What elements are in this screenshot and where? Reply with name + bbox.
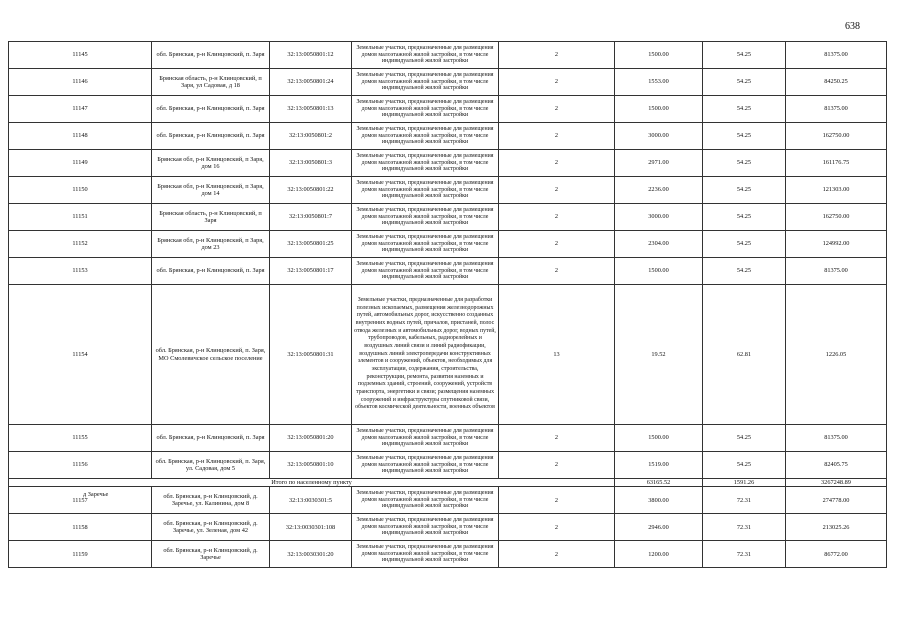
land-use-purpose: Земельные участки, предназначенные для размещения домов малоэтажной жилой застройки, в том числе индивидуальной жилой застройки — [352, 514, 499, 541]
cadastral-number: 32:13:0050801:25 — [270, 231, 352, 258]
table-row — [9, 69, 887, 96]
cadastral-number: 32:13:0050801:2 — [270, 123, 352, 150]
parcel-area: 2946.00 — [615, 514, 703, 541]
land-use-purpose: Земельные участки, предназначенные для разработки полезных ископаемых, размещения железнодорожных путей, автомобильных дорог, искусственно созданных внутренних водных путей, причалов, пристаней, полос отвода железных и автомобильных дорог, водных путей, трубопроводов, кабельных, радиорелейных и воздушных линий связи и линий радиофикации, воздушных линий электропередачи конструктивных элементов и сооружений, объектов, необходимых для эксплуатации, содержания, строительства, реконструкции, ремонта, развития наземных и подземных зданий, строений, сооружений, устройств транспорта, энергетики и связи; размещения наземных сооружений и инфраструктуры спутниковой связи, объектов космической деятельности, военных объектов — [352, 285, 499, 425]
cadastral-value: 213025.26 — [786, 514, 887, 541]
parcel-id: 11154 — [9, 285, 152, 425]
land-use-purpose: Земельные участки, предназначенные для размещения домов малоэтажной жилой застройки, в том числе индивидуальной жилой застройки — [352, 69, 499, 96]
cadastral-number: 32:13:0050801:24 — [270, 69, 352, 96]
cadastral-value: 274778.00 — [786, 487, 887, 514]
parcel-id: 11153 — [9, 258, 152, 285]
land-use-purpose: Земельные участки, предназначенные для размещения домов малоэтажной жилой застройки, в том числе индивидуальной жилой застройки — [352, 96, 499, 123]
group-number: 2 — [499, 452, 615, 479]
specific-value: 54.25 — [703, 231, 786, 258]
cadastral-number: 32:13:0050801:13 — [270, 96, 352, 123]
table-row — [9, 204, 887, 231]
parcel-area: 1200.00 — [615, 541, 703, 568]
land-use-purpose: Земельные участки, предназначенные для размещения домов малоэтажной жилой застройки, в том числе индивидуальной жилой застройки — [352, 452, 499, 479]
cadastral-number: 32:13:0050801:3 — [270, 150, 352, 177]
parcel-address: обл. Брянская, р-н Клинцовский, п. Заря, ул. Садовая, дом 5 — [152, 452, 270, 479]
cadastral-value: 86772.00 — [786, 541, 887, 568]
cadastral-value: 1226.05 — [786, 285, 887, 425]
specific-value: 54.25 — [703, 204, 786, 231]
table-body — [9, 42, 887, 568]
cadastral-value: 81375.00 — [786, 96, 887, 123]
cadastral-value: 124992.00 — [786, 231, 887, 258]
cadastral-number: 32:13:0050801:17 — [270, 258, 352, 285]
table-row — [9, 96, 887, 123]
group-number: 2 — [499, 541, 615, 568]
locality-label: д Заречье — [83, 491, 109, 498]
table-row — [9, 150, 887, 177]
group-number: 2 — [499, 204, 615, 231]
cadastral-number: 32:13:0050801:7 — [270, 204, 352, 231]
parcel-area: 2304.00 — [615, 231, 703, 258]
parcel-area: 1500.00 — [615, 425, 703, 452]
parcel-address: Брянская обл, р-н Клинцовский, п Заря, дом 16 — [152, 150, 270, 177]
group-number: 2 — [499, 514, 615, 541]
group-number: 2 — [499, 258, 615, 285]
group-number: 2 — [499, 231, 615, 258]
specific-value: 54.25 — [703, 69, 786, 96]
table-row — [9, 123, 887, 150]
parcel-id: 11155 — [9, 425, 152, 452]
land-registry-table — [8, 41, 887, 568]
parcel-id: 11145 — [9, 42, 152, 69]
parcel-address: Брянская область, р-н Клинцовский, п Заря, ул Садовая, д 18 — [152, 69, 270, 96]
parcel-area: 1553.00 — [615, 69, 703, 96]
cadastral-number: 32:13:0050801:31 — [270, 285, 352, 425]
land-use-purpose: Земельные участки, предназначенные для размещения домов малоэтажной жилой застройки, в том числе индивидуальной жилой застройки — [352, 177, 499, 204]
group-number: 13 — [499, 285, 615, 425]
cadastral-value: 161176.75 — [786, 150, 887, 177]
cadastral-value: 82405.75 — [786, 452, 887, 479]
parcel-area: 1500.00 — [615, 258, 703, 285]
specific-value: 54.25 — [703, 425, 786, 452]
table-row — [9, 452, 887, 479]
parcel-address: обл. Брянская, р-н Клинцовский, д. Заречье, ул. Зеленая, дом 42 — [152, 514, 270, 541]
parcel-id: 11156 — [9, 452, 152, 479]
table-row — [9, 425, 887, 452]
cadastral-number: 32:13:0030301:20 — [270, 541, 352, 568]
parcel-address: обл. Брянская, р-н Клинцовский, п. Заря — [152, 42, 270, 69]
table-row — [9, 541, 887, 568]
parcel-id: 11151 — [9, 204, 152, 231]
table-row — [9, 487, 887, 514]
land-use-purpose: Земельные участки, предназначенные для размещения домов малоэтажной жилой застройки, в том числе индивидуальной жилой застройки — [352, 258, 499, 285]
table-row — [9, 177, 887, 204]
cadastral-number: 32:13:0050801:10 — [270, 452, 352, 479]
cadastral-number: 32:13:0050801:12 — [270, 42, 352, 69]
parcel-address: Брянская область, р-н Клинцовский, п Заря — [152, 204, 270, 231]
parcel-area: 1519.00 — [615, 452, 703, 479]
subtotal-row — [9, 479, 887, 487]
specific-value: 54.25 — [703, 452, 786, 479]
specific-value: 54.25 — [703, 150, 786, 177]
parcel-area: 1500.00 — [615, 42, 703, 69]
parcel-id: 11152 — [9, 231, 152, 258]
cadastral-value: 81375.00 — [786, 425, 887, 452]
land-use-purpose: Земельные участки, предназначенные для размещения домов малоэтажной жилой застройки, в том числе индивидуальной жилой застройки — [352, 150, 499, 177]
subtotal-area: 63165.52 — [615, 479, 703, 487]
cadastral-value: 81375.00 — [786, 258, 887, 285]
cadastral-number: 32:13:0030301:108 — [270, 514, 352, 541]
specific-value: 54.25 — [703, 42, 786, 69]
parcel-id: 11150 — [9, 177, 152, 204]
parcel-address: обл. Брянская, р-н Клинцовский, д. Заречье, ул. Калинина, дом 8 — [152, 487, 270, 514]
land-use-purpose: Земельные участки, предназначенные для размещения домов малоэтажной жилой застройки, в том числе индивидуальной жилой застройки — [352, 42, 499, 69]
table-row — [9, 285, 887, 425]
parcel-address: Брянская обл, р-н Клинцовский, п Заря, дом 23 — [152, 231, 270, 258]
specific-value: 62.81 — [703, 285, 786, 425]
parcel-address: обл. Брянская, р-н Клинцовский, п. Заря — [152, 425, 270, 452]
cadastral-value: 162750.00 — [786, 204, 887, 231]
specific-value: 54.25 — [703, 258, 786, 285]
parcel-address: обл. Брянская, р-н Клинцовский, д. Заречье — [152, 541, 270, 568]
cadastral-number: 32:13:0030301:5 — [270, 487, 352, 514]
group-number: 2 — [499, 177, 615, 204]
specific-value: 54.25 — [703, 96, 786, 123]
parcel-address: Брянская обл, р-н Клинцовский, п Заря, дом 14 — [152, 177, 270, 204]
parcel-id: 11148 — [9, 123, 152, 150]
cadastral-number: 32:13:0050801:22 — [270, 177, 352, 204]
group-number: 2 — [499, 425, 615, 452]
table-row — [9, 258, 887, 285]
land-use-purpose: Земельные участки, предназначенные для размещения домов малоэтажной жилой застройки, в том числе индивидуальной жилой застройки — [352, 425, 499, 452]
parcel-address: обл. Брянская, р-н Клинцовский, п. Заря — [152, 123, 270, 150]
parcel-area: 1500.00 — [615, 96, 703, 123]
land-use-purpose: Земельные участки, предназначенные для размещения домов малоэтажной жилой застройки, в том числе индивидуальной жилой застройки — [352, 204, 499, 231]
page-number: 638 — [845, 21, 860, 32]
parcel-id: 11157 — [9, 487, 152, 514]
parcel-area: 3800.00 — [615, 487, 703, 514]
parcel-address: обл. Брянская, р-н Клинцовский, п. Заря — [152, 96, 270, 123]
cadastral-value: 121303.00 — [786, 177, 887, 204]
land-use-purpose: Земельные участки, предназначенные для размещения домов малоэтажной жилой застройки, в том числе индивидуальной жилой застройки — [352, 231, 499, 258]
parcel-id: 11147 — [9, 96, 152, 123]
parcel-address: обл. Брянская, р-н Клинцовский, п. Заря, МО Смолевичское сельское поселение — [152, 285, 270, 425]
cadastral-value: 84250.25 — [786, 69, 887, 96]
land-use-purpose: Земельные участки, предназначенные для размещения домов малоэтажной жилой застройки, в том числе индивидуальной жилой застройки — [352, 541, 499, 568]
land-use-purpose: Земельные участки, предназначенные для размещения домов малоэтажной жилой застройки, в том числе индивидуальной жилой застройки — [352, 487, 499, 514]
specific-value: 54.25 — [703, 177, 786, 204]
parcel-id: 11159 — [9, 541, 152, 568]
group-number: 2 — [499, 487, 615, 514]
subtotal-value: 3267248.89 — [786, 479, 887, 487]
parcel-address: обл. Брянская, р-н Клинцовский, п. Заря — [152, 258, 270, 285]
specific-value: 72.31 — [703, 541, 786, 568]
table-row — [9, 42, 887, 69]
subtotal-label: Итого по населенному пункту — [9, 479, 615, 487]
group-number: 2 — [499, 96, 615, 123]
parcel-area: 2971.00 — [615, 150, 703, 177]
cadastral-value: 81375.00 — [786, 42, 887, 69]
group-number: 2 — [499, 150, 615, 177]
parcel-area: 3000.00 — [615, 123, 703, 150]
table-row — [9, 514, 887, 541]
land-use-purpose: Земельные участки, предназначенные для размещения домов малоэтажной жилой застройки, в том числе индивидуальной жилой застройки — [352, 123, 499, 150]
subtotal-rate: 1591.26 — [703, 479, 786, 487]
parcel-area: 3000.00 — [615, 204, 703, 231]
parcel-id: 11149 — [9, 150, 152, 177]
specific-value: 72.31 — [703, 487, 786, 514]
parcel-id: 11146 — [9, 69, 152, 96]
group-number: 2 — [499, 42, 615, 69]
cadastral-value: 162750.00 — [786, 123, 887, 150]
parcel-area: 2236.00 — [615, 177, 703, 204]
parcel-id: 11158 — [9, 514, 152, 541]
group-number: 2 — [499, 69, 615, 96]
table-row — [9, 231, 887, 258]
specific-value: 72.31 — [703, 514, 786, 541]
cadastral-number: 32:13:0050801:20 — [270, 425, 352, 452]
parcel-area: 19.52 — [615, 285, 703, 425]
specific-value: 54.25 — [703, 123, 786, 150]
group-number: 2 — [499, 123, 615, 150]
